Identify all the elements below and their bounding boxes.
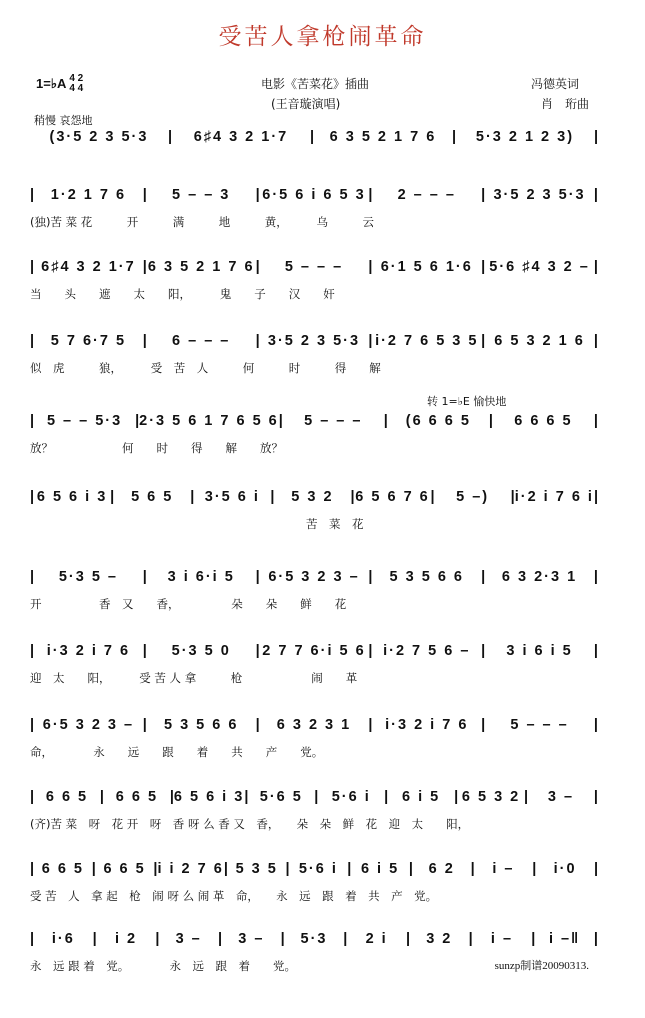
lyric-text: 受 苦 人 拿 起 枪 闹 呀 么 闹 革 命， 永 远 跟 着 共 产 党。 <box>30 889 438 903</box>
barline: | <box>92 931 97 947</box>
barline: | <box>30 717 35 733</box>
measure: 6·5 3 2 3 – <box>42 717 135 733</box>
barline: | <box>142 187 147 203</box>
singer: (王音璇演唱) <box>271 97 341 111</box>
measure: i 2 <box>114 931 138 947</box>
barline: | <box>488 413 493 429</box>
barline: | <box>30 489 35 505</box>
notation-line <box>30 256 598 278</box>
measure: 5·6 5 <box>259 789 303 805</box>
notation-line <box>30 786 598 808</box>
barline: | <box>142 333 147 349</box>
measure: (6 6 6 5 <box>405 413 471 429</box>
measure: 6 5 3 2 1 6 <box>494 333 585 349</box>
measure: 2 7 7 6·i 5 6 <box>262 643 366 659</box>
barline: | <box>155 931 160 947</box>
barline: | <box>532 861 537 877</box>
subtitle: 电影《苦菜花》插曲 <box>261 77 370 91</box>
lyric-line <box>30 440 598 456</box>
measure: i –‖ <box>548 931 581 947</box>
barline: | <box>481 333 486 349</box>
barline: | <box>405 931 410 947</box>
lyric-line <box>30 888 598 904</box>
time-signature <box>69 74 83 94</box>
notation-line <box>30 566 598 588</box>
barline: | <box>593 643 598 659</box>
barline: | <box>255 259 260 275</box>
barline: | <box>30 643 35 659</box>
notation-line <box>30 928 598 950</box>
lyric-line <box>30 596 598 612</box>
barline: | <box>30 789 35 805</box>
measure: i – <box>490 931 514 947</box>
lyric-text: 永 远 跟 着 党。 永 远 跟 着 党。 <box>30 959 297 973</box>
measure: 2·3 5 6 1 7 6 5 6 <box>139 413 279 429</box>
measure: 6 i 5 <box>360 861 400 877</box>
barline: | <box>30 333 35 349</box>
barline: | <box>255 717 260 733</box>
barline: | <box>153 861 158 877</box>
measure: 6·5 6 i 6 5 3 <box>262 187 366 203</box>
tempo-marking: 稍慢 哀怨地 <box>34 114 93 127</box>
staff-row <box>30 486 598 532</box>
barline: | <box>142 717 147 733</box>
lyric-text: (齐)苦 菜 呀 花 开 呀 香 呀 么 香 又 香， 朵 朵 鲜 花 迎 太 阳， <box>30 817 470 831</box>
lyric-line <box>30 670 598 686</box>
measure: 5 – – – <box>304 413 363 429</box>
measure: 6 5 6 7 6 <box>355 489 430 505</box>
staff-row <box>30 330 598 376</box>
barline: | <box>190 489 195 505</box>
measure: 5 3 2 <box>291 489 334 505</box>
barline: | <box>454 789 459 805</box>
barline: | <box>255 569 260 585</box>
measure: 6 5 6 i 3 <box>36 489 108 505</box>
measure: i i 2 7 6 <box>157 861 224 877</box>
barline: | <box>280 931 285 947</box>
lyric-text: 迎 太 阳， 受 苦 人 拿 枪 闹 革 <box>30 671 358 685</box>
barline: | <box>223 861 228 877</box>
barline: | <box>430 489 435 505</box>
staff-row <box>30 410 598 456</box>
lyric-text: 命， 永 远 跟 着 共 产 党。 <box>30 745 324 759</box>
lyric-text: 当 头 遮 太 阳， 鬼 子 汉 奸 <box>30 287 335 301</box>
notation-line <box>30 640 598 662</box>
measure: 3 i 6·i 5 <box>167 569 235 585</box>
lyric-text: 放？ 何 时 得 解 放？ <box>30 441 283 455</box>
measure: 3 2 <box>426 931 453 947</box>
measure: 5 – – – <box>510 717 569 733</box>
staff-row <box>30 786 598 832</box>
composer: 肖 珩曲 <box>541 97 590 111</box>
measure: i·2 i 7 6 i <box>514 489 594 505</box>
barline: | <box>142 643 147 659</box>
barline: | <box>451 129 456 145</box>
measure: 5 – – 3 <box>172 187 231 203</box>
barline: | <box>470 861 475 877</box>
barline: | <box>30 931 35 947</box>
measure: 6♯4 3 2 1·7 <box>193 129 289 145</box>
measure: i·3 2 i 7 6 <box>385 717 469 733</box>
lyric-text: 开 香 又 香， 朵 朵 鲜 花 <box>30 597 347 611</box>
barline: | <box>593 789 598 805</box>
measure: i·2 7 6 5 3 5 <box>375 333 479 349</box>
barline: | <box>347 861 352 877</box>
measure: 6·5 3 2 3 – <box>268 569 360 585</box>
measure: 5·3 5 0 <box>171 643 231 659</box>
lyric-line <box>30 516 598 532</box>
barline: | <box>531 931 536 947</box>
key-label: 1=♭A <box>36 76 67 91</box>
barline: | <box>270 489 275 505</box>
barline: | <box>481 643 486 659</box>
notation-line <box>30 858 598 880</box>
measure: 5·3 2 1 2 3) <box>475 129 575 145</box>
measure: 6 5 3 2 <box>461 789 521 805</box>
measure: 2 i <box>365 931 388 947</box>
lyric-text: (独)苦 菜 花 开 满 地 黄， 乌 云 <box>30 215 375 229</box>
barline: | <box>368 187 373 203</box>
measure: i·3 2 i 7 6 <box>46 643 131 659</box>
measure: 2 – – – <box>397 187 456 203</box>
measure: 3·5 6 i <box>204 489 260 505</box>
measure: 5 7 6·7 5 <box>50 333 127 349</box>
barline: | <box>593 861 598 877</box>
barline: | <box>278 413 283 429</box>
barline: | <box>383 413 388 429</box>
barline: | <box>350 489 355 505</box>
lyric-line <box>30 286 598 302</box>
barline: | <box>593 413 598 429</box>
measure: 5 3 5 6 6 <box>163 717 239 733</box>
barline: | <box>135 413 140 429</box>
measure: 5 3 5 <box>235 861 278 877</box>
measure: 6 3 5 2 1 7 6 <box>147 259 255 275</box>
barline: | <box>481 259 486 275</box>
staff-row <box>30 566 598 612</box>
notation-line <box>30 184 598 206</box>
barline: | <box>593 931 598 947</box>
barline: | <box>481 717 486 733</box>
measure: 6 6 6 5 <box>514 413 573 429</box>
barline: | <box>30 861 35 877</box>
time-bottom: 4 4 <box>69 83 84 94</box>
barline: | <box>384 789 389 805</box>
measure: 3·5 2 3 5·3 <box>493 187 586 203</box>
barline: | <box>481 187 486 203</box>
barline: | <box>169 789 174 805</box>
measure: i·0 <box>553 861 577 877</box>
barline: | <box>217 931 223 947</box>
barline: | <box>255 187 260 203</box>
measure: 5 6 5 <box>131 489 174 505</box>
lyric-line <box>30 744 598 760</box>
measure: 6 i 5 <box>402 789 441 805</box>
measure: i·2 7 5 6 – <box>383 643 471 659</box>
barline: | <box>244 789 249 805</box>
barline: | <box>510 489 515 505</box>
notation-line <box>30 410 598 432</box>
barline: | <box>314 789 319 805</box>
measure: 5·6 i <box>331 789 371 805</box>
barline: | <box>368 333 373 349</box>
lyric-line <box>30 360 598 376</box>
barline: | <box>30 259 35 275</box>
lyric-text: 苦 菜 花 <box>30 517 364 531</box>
staff-row <box>30 126 598 172</box>
measure: 1·2 1 7 6 <box>50 187 127 203</box>
barline: | <box>593 187 598 203</box>
lyric-line <box>30 214 598 230</box>
notation-line <box>30 330 598 352</box>
measure: 6 3 2 3 1 <box>276 717 352 733</box>
barline: | <box>30 569 35 585</box>
barline: | <box>255 643 260 659</box>
barline: | <box>593 333 598 349</box>
notation-line <box>30 714 598 736</box>
transcriber-signature: sunzp制谱20090313. <box>494 960 589 972</box>
barline: | <box>91 861 96 877</box>
staff-row <box>30 714 598 760</box>
measure: 5·6 i <box>298 861 338 877</box>
measure: 6 6 5 <box>41 861 84 877</box>
modulation-marking: 转 1=♭E 愉快地 <box>427 395 507 408</box>
barline: | <box>593 489 599 505</box>
measure: 6♯4 3 2 1·7 <box>41 259 136 275</box>
measure: 6 3 5 2 1 7 6 <box>329 129 437 145</box>
measure: 5·3 5 – <box>58 569 118 585</box>
measure: 5·6 ♯4 3 2 – <box>489 259 590 275</box>
measure: 6 6 5 <box>45 789 89 805</box>
barline: | <box>285 861 290 877</box>
lyric-line <box>30 156 598 172</box>
barline: | <box>30 413 35 429</box>
measure: 6 6 5 <box>103 861 146 877</box>
notation-line <box>30 126 598 148</box>
barline: | <box>343 931 348 947</box>
barline: | <box>408 861 413 877</box>
barline: | <box>99 789 104 805</box>
measure: (3·5 2 3 5·3 <box>49 129 149 145</box>
lyric-line <box>30 816 598 832</box>
measure: 5 – – – <box>284 259 344 275</box>
barline: | <box>368 569 373 585</box>
barline: | <box>167 129 172 145</box>
staff-row <box>30 858 598 904</box>
measure: 5 –) <box>456 489 490 505</box>
barline: | <box>255 333 260 349</box>
barline: | <box>593 259 598 275</box>
staff-row <box>30 256 598 302</box>
lyric-text: 似 虎 狼， 受 苦 人 何 时 得 解 <box>30 361 381 375</box>
barline: | <box>309 129 314 145</box>
measure: 3 – <box>547 789 575 805</box>
measure: 6 3 2·3 1 <box>501 569 578 585</box>
barline: | <box>368 259 373 275</box>
barline: | <box>593 129 598 145</box>
staff-row <box>30 640 598 686</box>
measure: 6 2 <box>428 861 455 877</box>
measure: 3 – <box>238 931 265 947</box>
measure: 6 5 6 i 3 <box>173 789 245 805</box>
key-signature <box>36 74 83 94</box>
notation-line <box>30 486 598 508</box>
measure: 3 – <box>175 931 202 947</box>
measure: i – <box>492 861 515 877</box>
song-title: 受苦人拿枪闹革命 <box>218 24 427 50</box>
barline: | <box>30 187 35 203</box>
measure: i·6 <box>51 931 75 947</box>
measure: 5 – – 5·3 <box>46 413 123 429</box>
measure: 5·3 <box>300 931 328 947</box>
barline: | <box>368 717 373 733</box>
barline: | <box>142 259 147 275</box>
measure: 6 – – – <box>172 333 231 349</box>
measure: 6·1 5 6 1·6 <box>380 259 473 275</box>
measure: 3 i 6 i 5 <box>506 643 573 659</box>
barline: | <box>481 569 486 585</box>
barline: | <box>110 489 115 505</box>
barline: | <box>593 717 598 733</box>
measure: 6 6 5 <box>115 789 159 805</box>
lyricist: 冯德英词 <box>531 77 580 91</box>
measure: 5 3 5 6 6 <box>389 569 464 585</box>
barline: | <box>368 643 373 659</box>
barline: | <box>142 569 147 585</box>
measure: 3·5 2 3 5·3 <box>267 333 361 349</box>
barline: | <box>468 931 473 947</box>
barline: | <box>524 789 529 805</box>
barline: | <box>593 569 598 585</box>
time-top: 4 2 <box>69 73 84 84</box>
staff-row <box>30 184 598 230</box>
